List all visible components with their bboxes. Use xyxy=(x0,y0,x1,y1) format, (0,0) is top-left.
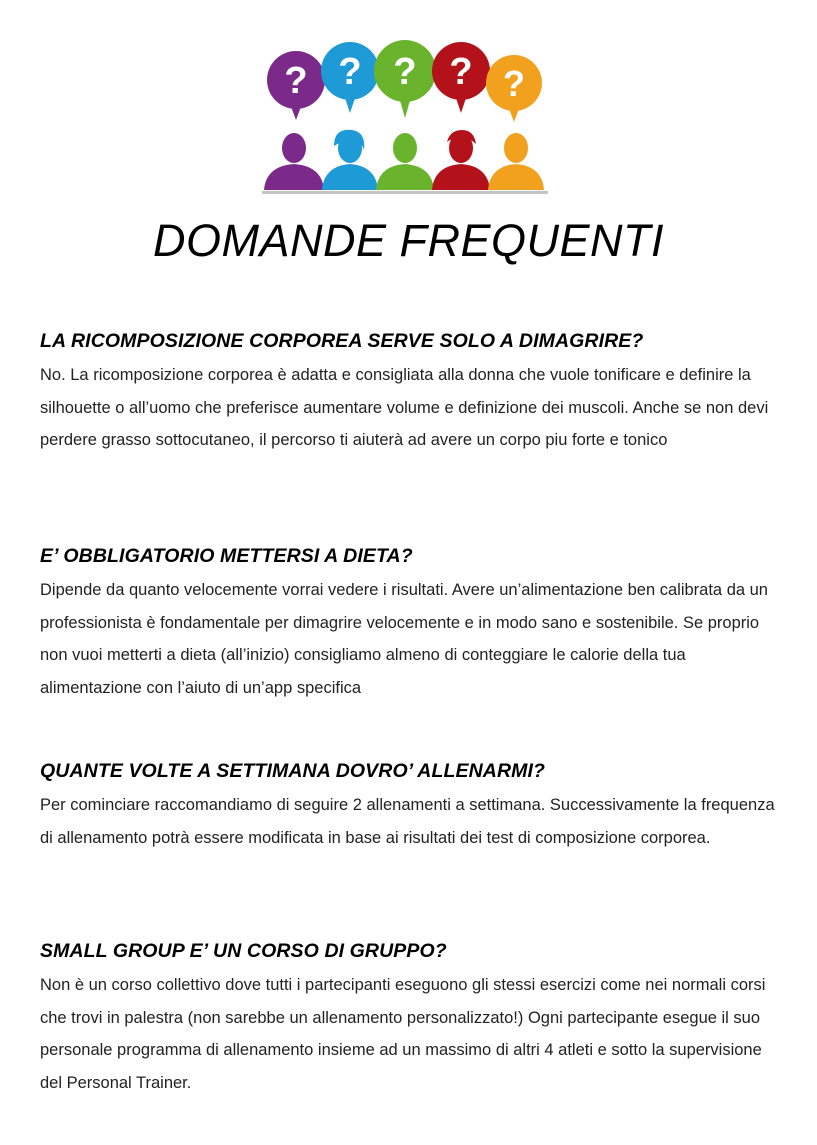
person-icon-red xyxy=(432,130,490,190)
speech-bubble-purple xyxy=(267,51,325,120)
person-icon-orange xyxy=(488,133,544,190)
faq-question: QUANTE VOLTE A SETTIMANA DOVRO’ ALLENARMI? xyxy=(40,760,546,782)
faq-item xyxy=(40,545,785,704)
faq-answer: Non è un corso collettivo dove tutti i partecipanti eseguono gli stessi esercizi come nei normali corsi che trovi in palestra (non sarebbe un allenamento personalizzato!) Ogni partecipante esegue il suo personale programma di allenamento insieme ad un massimo di altri 4 atleti e sotto la supervisione del Personal Trainer. xyxy=(40,976,766,1092)
speech-bubble-green xyxy=(374,40,436,118)
faq-item xyxy=(40,760,785,854)
page-title: DOMANDE FREQUENTI xyxy=(152,215,664,266)
faq-answer: Dipende da quanto velocemente vorrai vedere i risultati. Avere un’alimentazione ben calibrata da un professionista è fondamentale per dimagrire velocemente e in modo sano e sostenibile. Se proprio non vuoi metterti a dieta (all’inizio) consigliamo almeno di conteggiare le calorie della tua alimentazione con l’aiuto di un’app specifica xyxy=(40,581,768,697)
question-mark-icon: ? xyxy=(393,51,417,93)
person-icon-purple xyxy=(264,133,324,190)
question-mark-icon: ? xyxy=(284,60,308,102)
speech-bubble-red xyxy=(432,42,490,113)
question-mark-icon: ? xyxy=(449,51,473,93)
faq-answer: Per cominciare raccomandiamo di seguire 2 allenamenti a settimana. Successivamente la frequenza di allenamento potrà essere modificata in base ai risultati dei test di composizione corporea. xyxy=(40,796,775,847)
question-mark-icon: ? xyxy=(338,51,362,93)
question-mark-icon: ? xyxy=(503,63,525,104)
faq-question: LA RICOMPOSIZIONE CORPOREA SERVE SOLO A DIMAGRIRE? xyxy=(40,330,644,352)
faq-question: SMALL GROUP E’ UN CORSO DI GRUPPO? xyxy=(40,940,447,962)
person-icon-green xyxy=(376,133,434,190)
person-icon-blue xyxy=(322,130,378,190)
faq-answer: No. La ricomposizione corporea è adatta e consigliata alla donna che vuole tonificare e definire la silhouette o all’uomo che preferisce aumentare volume e definizione dei muscoli. Anche se non devi perdere grasso sottocutaneo, il percorso ti aiuterà ad avere un corpo piu forte e tonico xyxy=(40,366,769,449)
faq-item xyxy=(40,330,785,457)
speech-bubble-blue xyxy=(321,42,379,113)
faq-item xyxy=(40,940,785,1099)
speech-bubble-orange xyxy=(486,55,542,122)
faq-people-logo xyxy=(262,38,548,196)
faq-question: E’ OBBLIGATORIO METTERSI A DIETA? xyxy=(40,545,413,567)
